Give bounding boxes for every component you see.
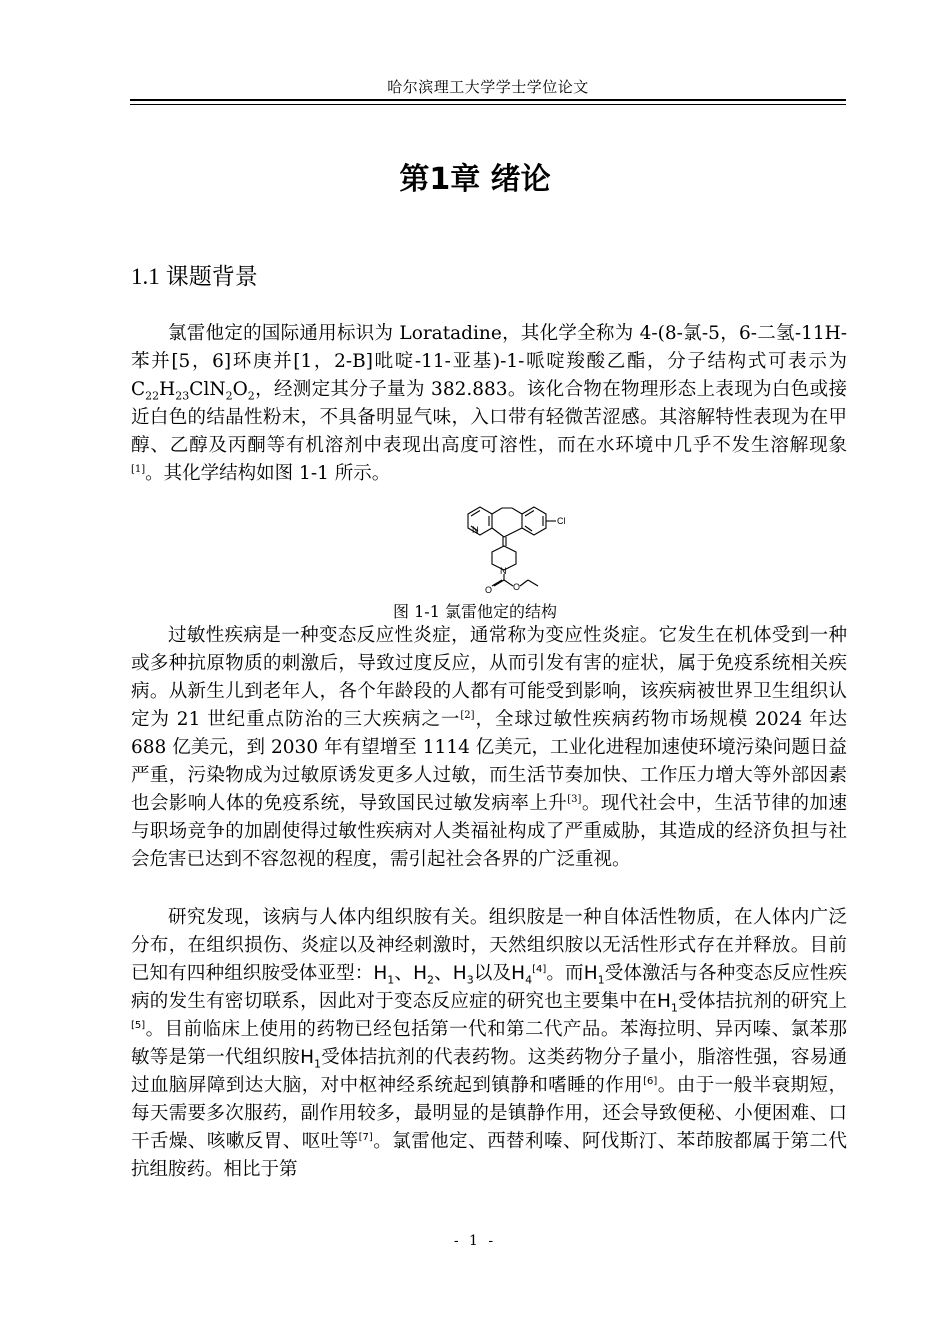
subscript: 2 — [247, 389, 255, 403]
atom-n-piperidine: N — [500, 566, 507, 576]
text: ClN — [189, 379, 226, 400]
text: 。目前临床上使用的药物已经包括第一代和第二代产品。苯海拉明、异丙嗪、氯苯那敏等是第一代组织胺 — [131, 1019, 847, 1068]
h-symbol: H — [656, 991, 671, 1012]
loratadine-structure-figure — [458, 504, 580, 596]
text: 、 — [394, 963, 414, 984]
subscript: 1 — [670, 1001, 678, 1015]
text: ，全球过敏性疾病药物市场规模 2024 年达 688 亿美元，到 2030 年有望增至 1114 亿美元，工业化进程加速使环境污染问题日益严重，污染物成为过敏原诱发更多人过敏，而生活节奏加快、工作压力增大等外部因素也会影响人体的免疫系统，导致国民过敏发病率上升 — [131, 709, 847, 814]
paragraph-3 — [131, 904, 847, 1184]
text: 受体激活与各种变态反应性疾病的发生有密切联系，因此对于变态反应症的研究也主要集中在 — [131, 963, 847, 1012]
subscript: 1 — [597, 973, 605, 987]
h-symbol: H — [511, 963, 526, 984]
section-heading — [131, 258, 258, 291]
header-rule-thin — [130, 104, 846, 105]
text: 受体拮抗剂的研究上 — [677, 991, 847, 1012]
subscript: 2 — [225, 389, 233, 403]
page-number: - 1 - — [453, 1233, 497, 1249]
subscript: 1 — [314, 1057, 321, 1071]
text: O — [232, 379, 248, 400]
subscript: 22 — [145, 389, 160, 403]
atom-n-pyridine: N — [472, 525, 479, 535]
text: 氯雷他定的国际通用标识为 Loratadine，其化学全称为 4-(8-氯-5，6-二氢-11H-苯并[5，6]环庚并[1，2-B]吡啶-11-亚基)-1-哌啶羧酸乙酯，分子结构式可表示为 C — [131, 323, 847, 400]
paragraph-2 — [131, 622, 847, 874]
text: H — [159, 379, 176, 400]
citation: [5] — [131, 1019, 146, 1031]
subscript: 2 — [427, 973, 434, 987]
paragraph-1 — [131, 320, 847, 488]
running-header: 哈尔滨理工大学学士学位论文 — [387, 78, 589, 96]
header-rule-thick — [130, 99, 846, 101]
subscript: 1 — [387, 973, 395, 987]
text: 过敏性疾病是一种变态反应性炎症，通常称为变应性炎症。它发生在机体受到一种或多种抗原物质的刺激后，导致过度反应，从而引发有害的症状，属于免疫系统相关疾病。从新生儿到老年人，各个年龄段的人都有可能受到影响，该疾病被世界卫生组织认定为 21 世纪重点防治的三大疾病之一 — [131, 625, 847, 730]
citation: [2] — [460, 709, 475, 721]
subscript: 3 — [466, 973, 474, 987]
section-title: 课题背景 — [165, 264, 258, 290]
h-symbol: H — [373, 963, 388, 984]
citation: [1] — [131, 463, 146, 475]
text: 以及 — [473, 963, 512, 984]
h-symbol: H — [583, 963, 598, 984]
subscript: 23 — [175, 389, 190, 403]
text: 。现代社会中，生活节律的加速与职场竞争的加剧使得过敏性疾病对人类福祉构成了严重威胁，其造成的经济负担与社会危害已达到不容忽视的程度，需引起社会各界的广泛重视。 — [131, 793, 847, 870]
h-symbol: H — [413, 963, 427, 984]
citation: [4] — [532, 963, 547, 975]
text: ，经测定其分子量为 382.883。该化合物在物理形态上表现为白色或接近白色的结晶性粉末，不具备明显气味，入口带有轻微苦涩感。其溶解特性表现为在甲醇、乙醇及丙酮等有机溶剂中表现出高度可溶性，而在水环境中几乎不发生溶解现象 — [131, 379, 847, 456]
atom-o-carbonyl: O — [485, 585, 493, 595]
text: 。由于一般半衰期短，每天需要多次服药，副作用较多，最明显的是镇静作用，还会导致便秘、小便困难、口干舌燥、咳嗽反胃、呕吐等 — [131, 1075, 847, 1152]
subscript: 4 — [525, 973, 533, 987]
citation: [6] — [643, 1075, 658, 1087]
citation: [3] — [567, 793, 582, 805]
atom-cl: Cl — [557, 516, 566, 526]
text: 、 — [434, 963, 453, 984]
citation: [7] — [358, 1131, 373, 1143]
atom-o-ester: O — [513, 582, 521, 592]
text: 。其化学结构如图 1-1 所示。 — [145, 463, 391, 484]
text: 受体拮抗剂的代表药物。这类药物分子量小，脂溶性强，容易通过血脑屏障到达大脑，对中枢神经系统起到镇静和嗜睡的作用 — [131, 1047, 847, 1096]
text: 。氯雷他定、西替利嗪、阿伐斯汀、苯茚胺都属于第二代抗组胺药。相比于第 — [131, 1131, 847, 1180]
section-number: 1.1 — [131, 264, 160, 289]
text: 。而 — [546, 963, 584, 984]
h-symbol: H — [452, 963, 467, 984]
h-symbol: H — [300, 1047, 314, 1068]
chapter-title: 第1章 绪论 — [399, 162, 551, 197]
figure-caption: 图 1-1 氯雷他定的结构 — [393, 602, 557, 621]
text: 研究发现，该病与人体内组织胺有关。组织胺是一种自体活性物质，在人体内广泛分布，在组织损伤、炎症以及神经刺激时，天然组织胺以无活性形式存在并释放。目前已知有四种组织胺受体亚型： — [131, 907, 847, 984]
